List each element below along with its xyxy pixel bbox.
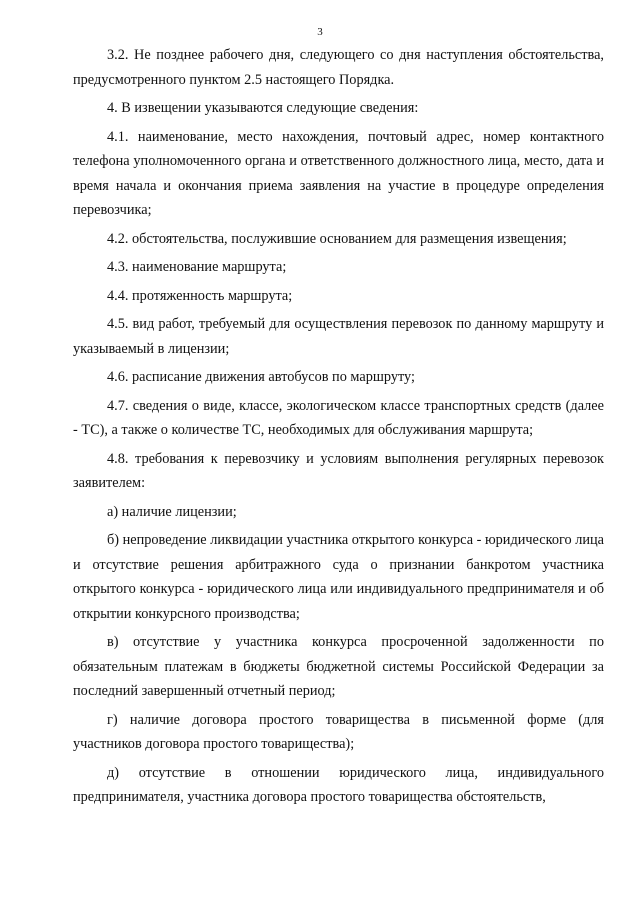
paragraph-4-4: 4.4. протяженность маршрута; (107, 287, 293, 304)
document-body (73, 43, 604, 814)
paragraph-item-a: а) наличие лицензии; (107, 503, 237, 520)
paragraph-item-d: д) отсутствие в отношении юридического лица, индивидуального предпринимателя, участника договора простого товарищества обстоятельств, (73, 764, 604, 805)
paragraph-4-8: 4.8. требования к перевозчику и условиям выполнения регулярных перевозок заявителем: (73, 450, 604, 491)
paragraph-item-b: б) непроведение ликвидации участника открытого конкурса - юридического лица и отсутствие решения арбитражного суда о признании банкротом участника открытого конкурса - юридического лица или индивидуального предпринимателя и об открытии конкурсного производства; (73, 532, 604, 622)
paragraph-3-2: 3.2. Не позднее рабочего дня, следующего со дня наступления обстоятельства, предусмотренного пунктом 2.5 настоящего Порядка. (73, 47, 604, 88)
paragraph-4-3: 4.3. наименование маршрута; (107, 259, 287, 275)
page-number: 3 (317, 26, 323, 38)
paragraph-4-1: 4.1. наименование, место нахождения, почтовый адрес, номер контактного телефона уполномоченного органа и ответственного должностного лица, место, дата и время начала и окончания приема заявления на участие в процедуре определения перевозчика; (73, 128, 604, 218)
paragraph-4: 4. В извещении указываются следующие сведения: (107, 100, 419, 116)
paragraph-item-g: г) наличие договора простого товарищества в письменной форме (для участников договора простого товарищества); (73, 711, 604, 752)
paragraph-4-6: 4.6. расписание движения автобусов по маршруту; (107, 369, 415, 385)
paragraph-4-5: 4.5. вид работ, требуемый для осуществления перевозок по данному маршруту и указываемый в лицензии; (73, 316, 604, 357)
paragraph-item-v: в) отсутствие у участника конкурса просроченной задолженности по обязательным платежам в бюджеты бюджетной системы Российской Федерации за последний завершенный отчетный период; (73, 634, 604, 699)
paragraph-4-2: 4.2. обстоятельства, послужившие основанием для размещения извещения; (107, 230, 567, 247)
paragraph-4-7: 4.7. сведения о виде, классе, экологическом классе транспортных средств (далее - ТС), а также о количестве ТС, необходимых для обслуживания маршрута; (73, 397, 604, 438)
